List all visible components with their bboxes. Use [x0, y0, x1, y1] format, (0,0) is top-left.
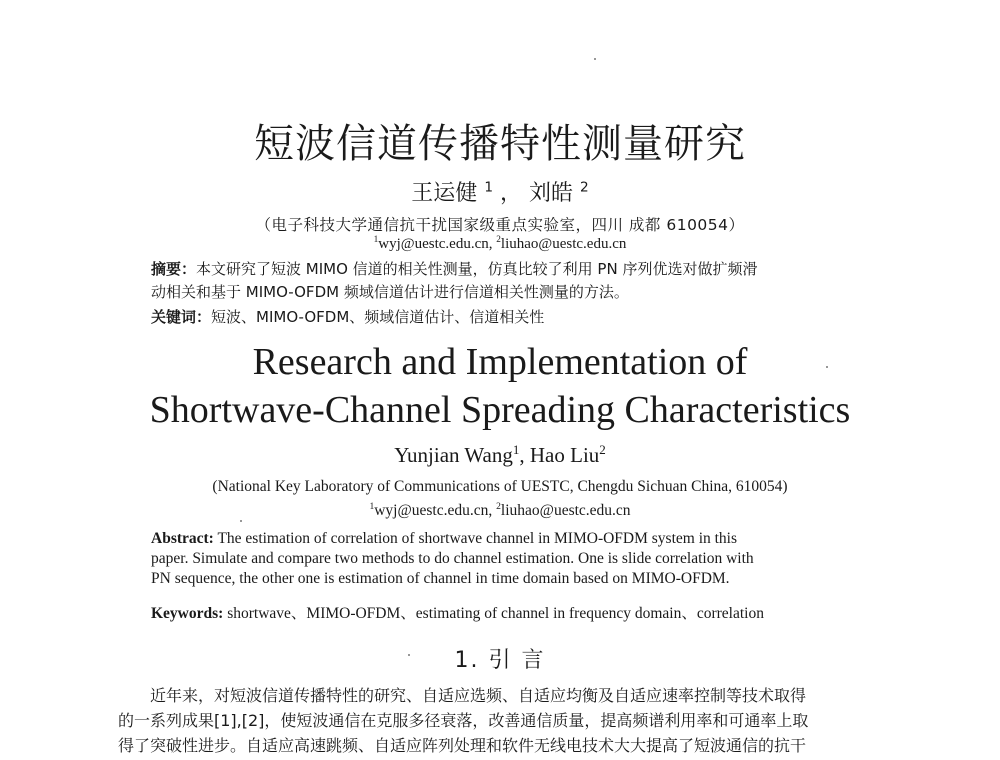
- english-keywords: [151, 601, 764, 623]
- chinese-abstract-line-2: 动相关和基于 MIMO-OFDM 频域信道估计进行信道相关性测量的方法。: [151, 283, 629, 301]
- english-email-2-sup: 2: [496, 500, 501, 512]
- scan-speck: [408, 654, 410, 656]
- english-emails: [0, 502, 1000, 520]
- chinese-author-2-sup: 2: [580, 179, 589, 196]
- chinese-abstract-line-1: 本文研究了短波 MIMO 信道的相关性测量，仿真比较了利用 PN 序列优选对做扩频滑: [196, 260, 758, 278]
- body-paragraph: [118, 683, 888, 758]
- chinese-title: 短波信道传播特性测量研究: [254, 121, 746, 167]
- chinese-keywords-text: 短波、MIMO-OFDM、频域信道估计、信道相关性: [211, 308, 545, 326]
- english-abstract-line-3: PN sequence, the other one is estimation of channel in time domain based on MIMO-OFDM.: [151, 570, 730, 587]
- english-author-2: Hao Liu: [529, 443, 600, 467]
- chinese-email-1-sup: 1: [373, 235, 379, 245]
- chinese-affiliation: （电子科技大学通信抗干扰国家级重点实验室，四川 成都 610054）: [255, 216, 745, 234]
- english-abstract-label: Abstract:: [151, 530, 214, 547]
- chinese-author-2: 刘皓: [529, 181, 574, 206]
- english-email-2: liuhao@uestc.edu.cn: [500, 502, 631, 519]
- english-title-line-1: Research and Implementation of: [252, 341, 748, 383]
- english-author-1-sup: 1: [512, 442, 520, 457]
- body-line-2: 的一系列成果[1],[2]，使短波通信在克服多径衰落，改善通信质量，提高频谱利用率和可通率上取: [118, 711, 809, 730]
- chinese-author-1: 王运健: [411, 181, 478, 206]
- chinese-authors: [0, 176, 1000, 207]
- chinese-email-2-sup: 2: [496, 235, 501, 245]
- body-line-3: 得了突破性进步。自适应高速跳频、自适应阵列处理和软件无线电技术大大提高了短波通信的抗干: [118, 736, 807, 755]
- chinese-author-1-sup: 1: [484, 179, 493, 196]
- section-heading: 1. 引 言: [454, 648, 546, 673]
- scan-speck: [240, 520, 242, 522]
- english-abstract: [151, 529, 861, 589]
- english-author-sep: ,: [519, 443, 530, 467]
- english-keywords-label: Keywords:: [151, 605, 224, 622]
- english-keywords-text: shortwave、MIMO-OFDM、estimating of channel in frequency domain、correlation: [223, 605, 764, 622]
- english-abstract-line-1: The estimation of correlation of shortwave channel in MIMO-OFDM system in this: [213, 530, 738, 547]
- english-affiliation: (National Key Laboratory of Communications of UESTC, Chengdu Sichuan China, 610054): [212, 478, 788, 495]
- english-title-line-2: Shortwave-Channel Spreading Characteristics: [149, 389, 851, 431]
- english-author-1: Yunjian Wang: [394, 443, 513, 467]
- chinese-abstract: [151, 258, 851, 304]
- scan-speck: [594, 58, 596, 60]
- english-author-2-sup: 2: [599, 442, 606, 457]
- english-email-1: wyj@uestc.edu.cn,: [374, 502, 497, 519]
- english-email-1-sup: 1: [369, 500, 375, 512]
- chinese-author-sep: ，: [499, 181, 522, 206]
- chinese-emails: [0, 236, 1000, 253]
- scan-speck: [826, 366, 828, 368]
- chinese-keywords-label: 关键词：: [151, 308, 212, 326]
- chinese-email-2: liuhao@uestc.edu.cn: [500, 236, 627, 252]
- chinese-keywords: [151, 306, 544, 327]
- english-abstract-line-2: paper. Simulate and compare two methods to do channel estimation. One is slide correlation with: [151, 550, 754, 567]
- chinese-abstract-label: 摘要：: [151, 260, 197, 278]
- english-authors: [0, 443, 1000, 468]
- body-line-1: 近年来，对短波信道传播特性的研究、自适应选频、自适应均衡及自适应速率控制等技术取得: [150, 686, 807, 705]
- chinese-email-1: wyj@uestc.edu.cn,: [378, 236, 497, 252]
